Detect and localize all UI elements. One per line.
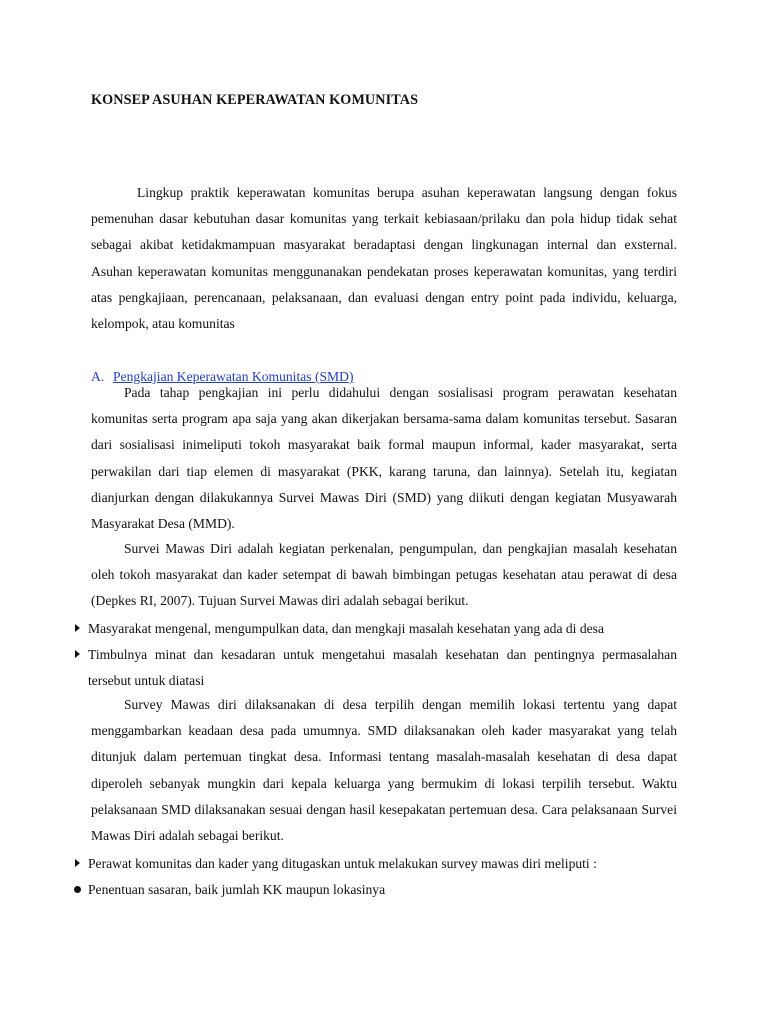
goal-item-text: Masyarakat mengenal, mengumpulkan data, dan mengkaji masalah kesehatan yang ada di desa bbox=[88, 621, 604, 636]
triangle-bullet-icon bbox=[73, 642, 87, 668]
paragraph-sosialisasi: Pada tahap pengkajian ini perlu didahului dengan sosialisasi program perawatan kesehatan komunitas serta program apa saja yang akan dikerjakan bersama-sama dalam komunitas tersebut. Sasaran dari sosialisasi inimeliputi tokoh masyarakat baik formal maupun informal, kader masyarakat, serta perwakilan dari tiap elemen di masyarakat (PKK, karang taruna, dan lainnya). Setelah itu, kegiatan dianjurkan dengan dilakukannya Survei Mawas Diri (SMD) yang diikuti dengan kegiatan Musyawarah Masyarakat Desa (MMD). bbox=[91, 385, 677, 532]
goal-item-text: Timbulnya minat dan kesadaran untuk mengetahui masalah kesehatan dan pentingnya permasalahan tersebut untuk diatasi bbox=[88, 647, 677, 689]
intro-paragraph: Lingkup praktik keperawatan komunitas berupa asuhan keperawatan langsung dengan fokus pemenuhan dasar kebutuhan dasar komunitas yang terkait kebiasaan/prilaku dan pola hidup tidak sehat sebagai akibat ketidakmampuan masyarakat beradaptasi dengan lingkunagan internal dan exsternal. Asuhan keperawatan komunitas menggunanakan pendekatan proses keperawatan komunitas, yang terdiri atas pengkajiaan, perencanaan, pelaksanaan, dan evaluasi dengan entry point pada individu, keluarga, kelompok, atau komunitas bbox=[91, 185, 677, 332]
triangle-bullet-icon bbox=[73, 616, 87, 642]
document-title: KONSEP ASUHAN KEPERAWATAN KOMUNITAS bbox=[91, 92, 419, 108]
dot-bullet-icon bbox=[73, 877, 87, 903]
step-item bbox=[73, 851, 677, 877]
section-a-title: Pengkajian Keperawatan Komunitas (SMD) bbox=[113, 369, 354, 384]
paragraph-smd-implementation: Survey Mawas diri dilaksanakan di desa terpilih dengan memilih lokasi tertentu yang dapat menggambarkan keadaan desa pada umumnya. SMD dilaksanakan oleh kader masyarakat yang telah ditunjuk dalam pertemuan tingkat desa. Informasi tentang masalah-masalah kesehatan di desa dapat diperoleh sebanyak mungkin dari kepala keluarga yang bermukim di lokasi terpilih tersebut. Waktu pelaksanaan SMD dilaksanakan sesuai dengan hasil kesepakatan pertemuan desa. Cara pelaksanaan Survei Mawas Diri adalah sebagai berikut. bbox=[91, 697, 677, 844]
step-item bbox=[73, 877, 677, 903]
triangle-bullet-icon bbox=[73, 851, 87, 877]
section-a-label: A. bbox=[91, 369, 105, 384]
goal-item bbox=[73, 616, 677, 642]
step-item-text: Penentuan sasaran, baik jumlah KK maupun lokasinya bbox=[88, 882, 386, 897]
goal-item bbox=[73, 642, 677, 694]
step-item-text: Perawat komunitas dan kader yang ditugaskan untuk melakukan survey mawas diri meliputi : bbox=[88, 856, 597, 871]
paragraph-smd-definition: Survei Mawas Diri adalah kegiatan perkenalan, pengumpulan, dan pengkajian masalah kesehatan oleh tokoh masyarakat dan kader setempat di bawah bimbingan petugas kesehatan atau perawat di desa (Depkes RI, 2007). Tujuan Survei Mawas diri adalah sebagai berikut. bbox=[91, 541, 677, 609]
